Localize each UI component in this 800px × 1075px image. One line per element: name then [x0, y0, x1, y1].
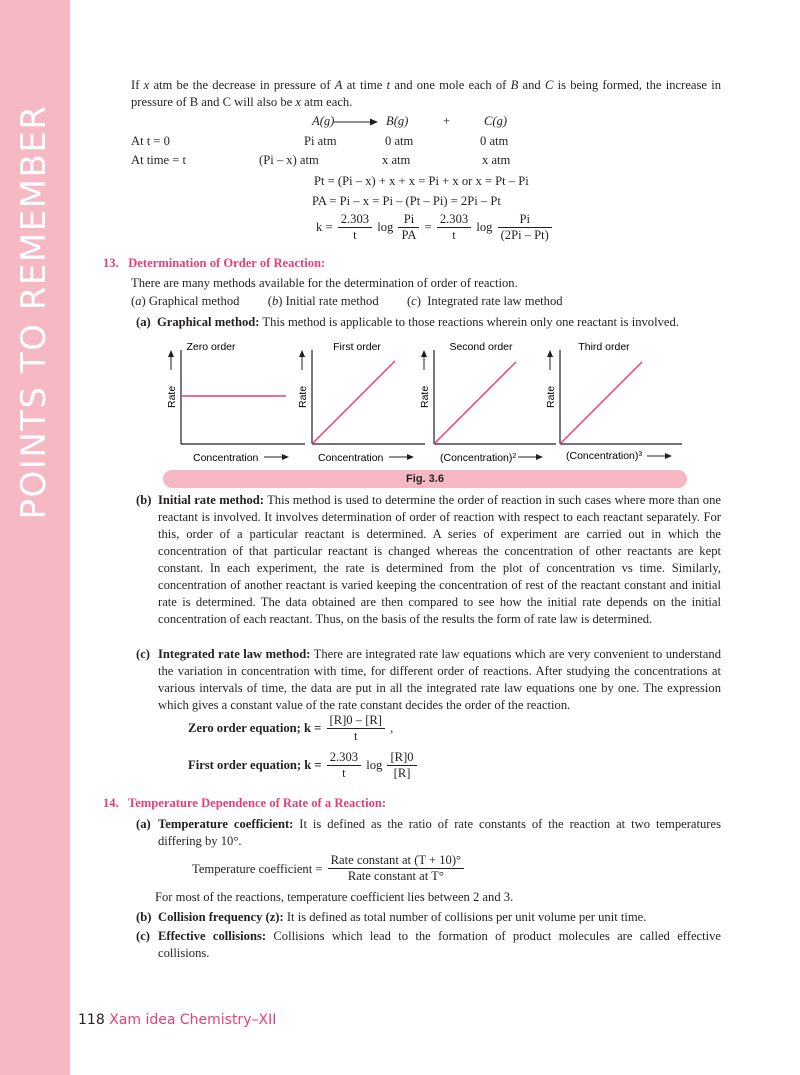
- zero-order-fraction: [327, 713, 385, 744]
- section-14a-title: Temperature coefficient:: [158, 817, 294, 831]
- y-arrow-icon: [168, 350, 174, 357]
- y-arrow-icon: [547, 350, 553, 357]
- row2-b: x atm: [382, 153, 411, 167]
- x-axis-label: [566, 450, 642, 462]
- first-order-t: t: [342, 766, 346, 780]
- section-13a-text: This method is applicable to those reactions wherein only one reactant is involved.: [259, 315, 679, 329]
- page-number: 118: [78, 1012, 105, 1028]
- section-14a-text: It is defined as the ratio of rate constants of the reaction at two temperatures differing by 10°.: [158, 817, 721, 848]
- y-axis-label: Rate: [166, 385, 178, 408]
- y-axis-label: Rate: [419, 385, 431, 408]
- rate-line-linear: [312, 361, 395, 444]
- k-fraction-2: [498, 212, 552, 243]
- reactant: A(g): [312, 114, 335, 128]
- y-axis-label: Rate: [545, 385, 557, 408]
- y-axis-label: Rate: [297, 385, 309, 408]
- section-13-heading: [103, 256, 325, 271]
- k-log: log: [377, 220, 394, 234]
- row1-b: 0 atm: [385, 134, 414, 148]
- section-14-title: Temperature Dependence of Rate of a Reaction:: [127, 796, 387, 810]
- x-axis-label-base: (Concentration): [440, 452, 513, 464]
- tc-note: For most of the reactions, temperature coefficient lies between 2 and 3.: [155, 890, 514, 904]
- plus-sign: +: [443, 114, 451, 128]
- graph-title: Second order: [449, 341, 513, 353]
- k-coef-fraction: [338, 212, 372, 243]
- equation-pa: PA = Pi – x = Pi – (Pt – Pi) = 2Pi – Pt: [312, 194, 501, 208]
- intro-paragraph: If x atm be the decrease in pressure of A at time t and one mole each of B and C is being formed, the increase in pressure of B and C will also be x atm each.: [131, 78, 722, 109]
- k-log-2: log: [476, 220, 493, 234]
- row1-c: 0 atm: [480, 134, 509, 148]
- k-fraction-1: [398, 212, 419, 243]
- tc-num: Rate constant at (T + 10)°: [328, 853, 464, 869]
- section-13-title: Determination of Order of Reaction:: [128, 256, 326, 270]
- first-order-log: log: [366, 758, 383, 772]
- section-14c-text: Collisions which lead to the formation of product molecules are called effective collisions.: [158, 929, 722, 960]
- graph-third-order: [545, 341, 682, 462]
- first-order-equation: [188, 750, 419, 781]
- sidebar-label: POINTS TO REMEMBER: [14, 104, 54, 520]
- section-14a: [136, 816, 721, 850]
- figure-caption: Fig. 3.6: [163, 470, 687, 488]
- section-13a-label: (a): [136, 315, 151, 329]
- k-lhs: k =: [316, 220, 333, 234]
- equation-k: [316, 212, 554, 243]
- section-13a-title: Graphical method:: [156, 315, 260, 329]
- k-den2: (2Pi – Pt): [500, 228, 549, 242]
- section-13b-title: Initial rate method:: [158, 493, 264, 507]
- graph-title: Third order: [578, 341, 630, 353]
- k-coef-fraction-2: [437, 212, 471, 243]
- section-14-heading: [103, 796, 386, 811]
- x-axis-label-exp: 2: [512, 452, 517, 460]
- reaction-arrow-icon: [332, 115, 380, 129]
- first-order-coef-fraction: [327, 750, 361, 781]
- k-den1: PA: [401, 228, 417, 242]
- graph-title: First order: [333, 341, 381, 353]
- k-num1: Pi: [398, 212, 419, 228]
- section-13c-label: (c): [136, 647, 150, 661]
- x-axis-label-exp: 3: [638, 450, 643, 458]
- section-14b-text: It is defined as total number of collisions per unit volume per unit time.: [283, 910, 647, 924]
- section-13-number: 13.: [103, 256, 119, 270]
- first-order-num: [R]0: [387, 750, 416, 766]
- x-arrow-icon: [536, 454, 543, 460]
- tc-label: Temperature coefficient =: [192, 861, 323, 876]
- zero-order-label: Zero order equation; k =: [188, 721, 322, 735]
- x-arrow-icon: [282, 454, 289, 460]
- k-t: t: [353, 228, 357, 242]
- row2-c: x atm: [482, 153, 511, 167]
- rate-line-linear: [434, 362, 516, 444]
- section-13c-title: Integrated rate law method:: [158, 647, 311, 661]
- zero-order-comma: ,: [390, 721, 394, 735]
- order-graphs: [160, 338, 700, 468]
- section-14b-label: (b): [136, 910, 152, 924]
- section-13b: [136, 492, 721, 628]
- row1-label: At t = 0: [131, 134, 170, 148]
- graph-zero-order: [166, 341, 305, 464]
- section-14b: [136, 909, 721, 926]
- page-footer: [78, 1012, 276, 1028]
- x-axis-label: Concentration: [318, 452, 384, 464]
- zero-order-den: t: [354, 729, 358, 743]
- k-coef: 2.303: [338, 212, 372, 228]
- row2-label: At time = t: [131, 153, 187, 167]
- section-13-methods: (a) Graphical method (b) Initial rate method (c) Integrated rate law method: [131, 294, 563, 308]
- product-b: B(g): [386, 114, 409, 128]
- equation-pt: Pt = (Pi – x) + x + x = Pi + x or x = Pt – Pi: [314, 174, 529, 188]
- graph-second-order: [419, 341, 556, 464]
- x-axis-label: Concentration: [193, 452, 259, 464]
- k-equals: =: [424, 220, 432, 234]
- x-axis-label: [440, 452, 516, 464]
- graph-first-order: [297, 341, 425, 464]
- zero-order-num: [R]0 – [R]: [327, 713, 385, 729]
- k-coef-2: 2.303: [437, 212, 471, 228]
- section-13c: [136, 646, 721, 714]
- y-arrow-icon: [421, 350, 427, 357]
- graph-title: Zero order: [186, 341, 236, 353]
- book-title: Xam idea Chemistry–XII: [109, 1012, 277, 1028]
- section-14-number: 14.: [103, 796, 119, 810]
- section-14a-label: (a): [136, 817, 151, 831]
- x-arrow-icon: [665, 453, 672, 459]
- section-13b-text: This method is used to determine the order of reaction in such cases where more than one reactant is involved. It involves determination of order of reaction with respect to each reactant separately. For this, order of a particular reactant is determined. A series of experiment are carried out in which the concentration of that particular reactant is changed whereas the concentration of other reactants are kept constant. In each experiment, the rate is determined from the plot of concentration vs time. Similarly, concentration of another reactant is varied keeping the concentration of rest of the reactant constant and initial rate is determined. The data obtained are then compared to see how the initial rate depends on the initial concentration of each reactant. Thus, on the basis of the results the form of rate law is determined.: [158, 493, 721, 626]
- k-num2: Pi: [498, 212, 552, 228]
- x-arrow-icon: [407, 454, 414, 460]
- y-arrow-icon: [299, 350, 305, 357]
- section-13c-text: There are integrated rate law equations which are very convenient to understand the variation in concentration with time, for different order of reactions. After studying the concentrations at various intervals of time, the data are put in all the integrated rate law equations one by one. The expression which gives a constant value of the rate constant decides the order of the reaction.: [158, 647, 721, 712]
- section-13b-label: (b): [136, 493, 152, 507]
- section-13-intro: There are many methods available for the determination of order of reaction.: [131, 276, 518, 290]
- k-t-2: t: [452, 228, 456, 242]
- section-14c-title: Effective collisions:: [158, 929, 267, 943]
- tc-den: Rate constant at T°: [347, 869, 444, 883]
- first-order-label: First order equation; k =: [188, 758, 322, 772]
- first-order-den: [R]: [393, 766, 411, 780]
- first-order-coef: 2.303: [327, 750, 361, 766]
- zero-order-equation: [188, 713, 393, 744]
- section-13a: [136, 315, 679, 330]
- section-14b-title: Collision frequency (z):: [158, 910, 284, 924]
- x-axis-label-base: (Concentration): [566, 450, 639, 462]
- first-order-fraction: [387, 750, 416, 781]
- product-c: C(g): [484, 114, 508, 128]
- rate-line-linear: [560, 362, 642, 444]
- section-14c: [136, 928, 721, 962]
- row2-a: (Pi – x) atm: [259, 153, 319, 167]
- tc-fraction: [328, 853, 464, 884]
- sidebar-band: [0, 0, 70, 1075]
- section-14c-label: (c): [136, 929, 150, 943]
- temperature-coefficient-equation: [192, 853, 466, 884]
- row1-a: Pi atm: [304, 134, 337, 148]
